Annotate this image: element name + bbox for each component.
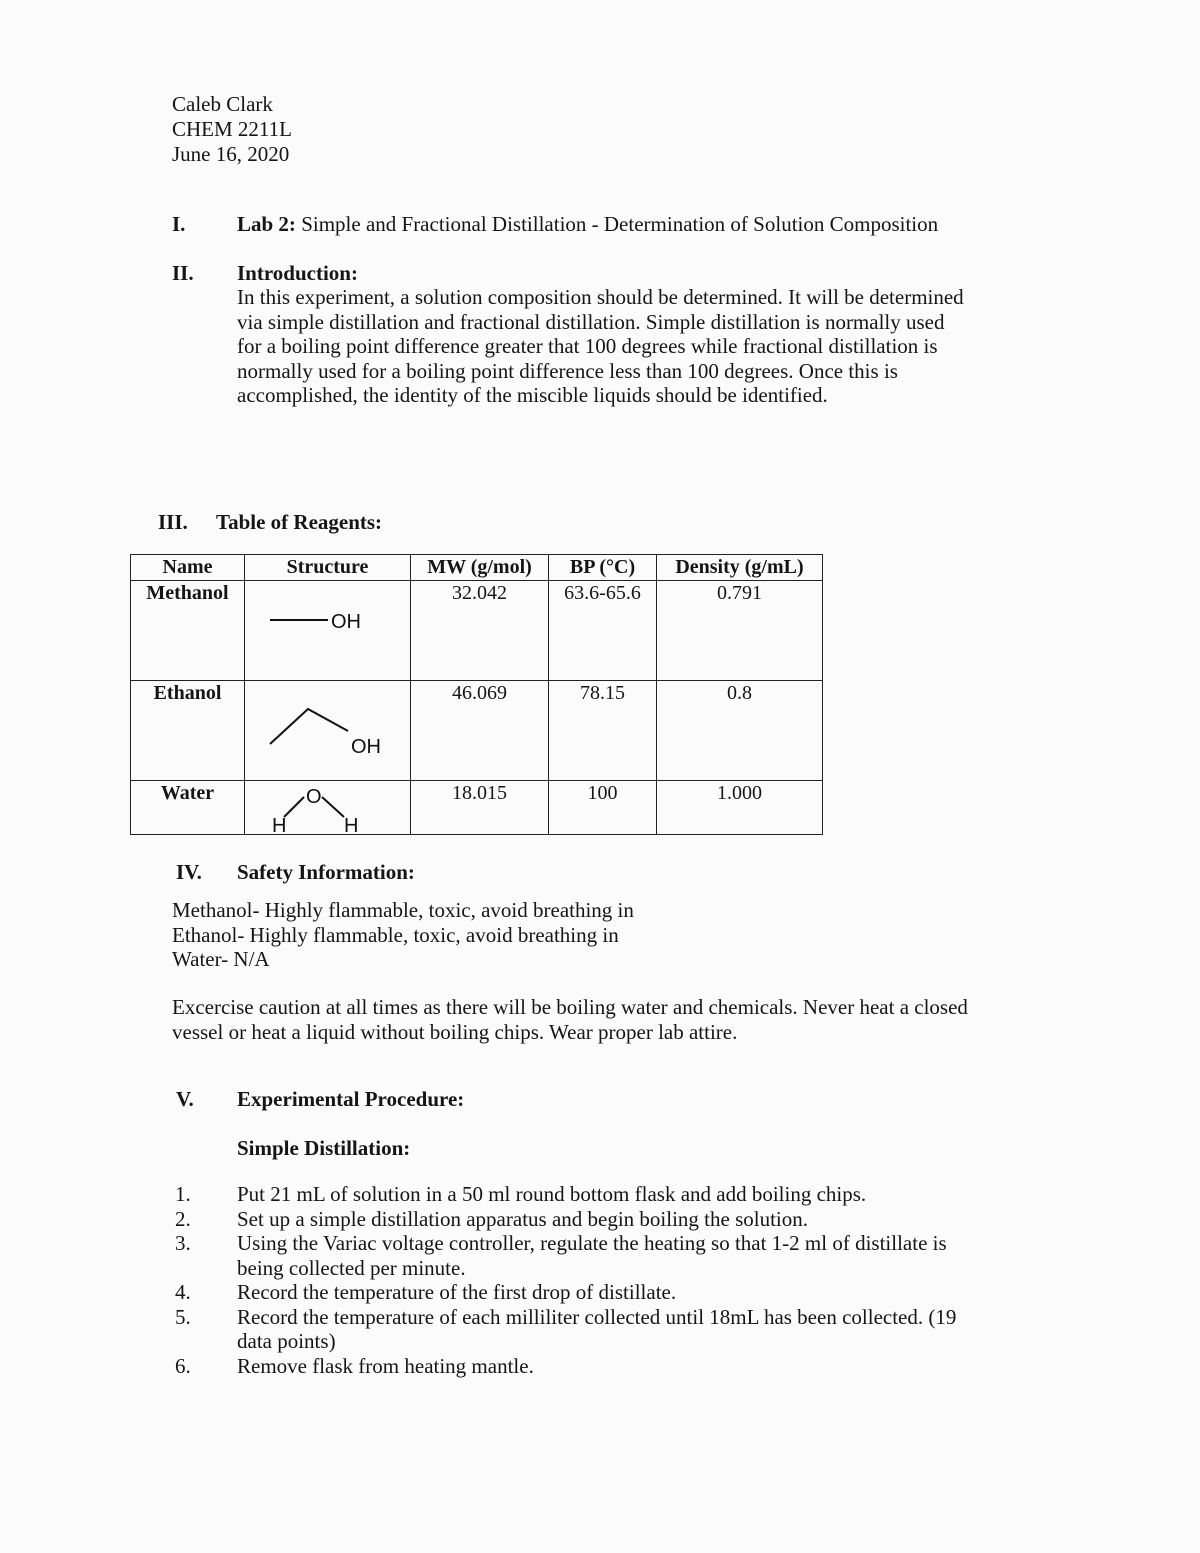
procedure-step bbox=[175, 1206, 997, 1232]
structure-label: OH bbox=[350, 736, 381, 758]
structure-label: OH bbox=[330, 611, 361, 633]
column-header: Name bbox=[131, 555, 245, 581]
reagent-bp: 78.15 bbox=[549, 681, 657, 781]
reagent-name: Water bbox=[131, 781, 245, 835]
section-2-numeral: II. bbox=[172, 261, 194, 285]
step-text: Put 21 mL of solution in a 50 ml round bottom flask and add boiling chips. bbox=[237, 1182, 867, 1206]
methanol-structure bbox=[248, 581, 408, 679]
step-number: 1. bbox=[175, 1182, 191, 1206]
section-3-numeral: III. bbox=[158, 510, 188, 534]
lab-title bbox=[237, 212, 938, 237]
reagent-density: 0.791 bbox=[657, 581, 823, 681]
reagent-structure bbox=[245, 581, 411, 681]
reagent-mw: 18.015 bbox=[411, 781, 549, 835]
column-header: MW (g/mol) bbox=[411, 555, 549, 581]
table-header-row bbox=[131, 555, 823, 581]
procedure-step bbox=[175, 1231, 997, 1280]
reagent-bp: 63.6-65.6 bbox=[549, 581, 657, 681]
introduction-line: accomplished, the identity of the miscible liquids should be identified. bbox=[237, 383, 828, 407]
step-text: Using the Variac voltage controller, regulate the heating so that 1-2 ml of distillate is being collected per minute. bbox=[237, 1231, 947, 1280]
step-number: 2. bbox=[175, 1206, 191, 1231]
procedure-step bbox=[175, 1353, 997, 1379]
reagent-table bbox=[130, 554, 823, 835]
water-structure bbox=[248, 781, 408, 833]
step-number: 6. bbox=[175, 1353, 191, 1378]
safety-caution bbox=[172, 995, 968, 1044]
structure-label: O bbox=[305, 786, 322, 808]
reagent-name: Ethanol bbox=[131, 681, 245, 781]
step-number: 5. bbox=[175, 1304, 191, 1329]
introduction-line: normally used for a boiling point difference less than 100 degrees. Once this is bbox=[237, 358, 898, 383]
step-text: Remove flask from heating mantle. bbox=[237, 1353, 534, 1378]
procedure-step bbox=[175, 1280, 997, 1305]
reagent-structure bbox=[245, 681, 411, 781]
reagent-bp: 100 bbox=[549, 781, 657, 835]
safety-item: Ethanol- Highly flammable, toxic, avoid breathing in bbox=[172, 922, 619, 947]
caution-line: Excercise caution at all times as there will be boiling water and chemicals. Never heat a closed bbox=[172, 995, 968, 1019]
structure-label: H bbox=[271, 815, 286, 833]
table-row bbox=[131, 781, 823, 835]
step-text: Record the temperature of each milliliter collected until 18mL has been collected. (19 data points) bbox=[237, 1304, 957, 1353]
procedure-step bbox=[175, 1182, 997, 1207]
column-header: Structure bbox=[245, 555, 411, 581]
procedure-heading: Experimental Procedure: bbox=[237, 1087, 465, 1111]
step-text: Set up a simple distillation apparatus and begin boiling the solution. bbox=[237, 1206, 809, 1231]
section-4-numeral: IV. bbox=[176, 860, 202, 884]
safety-item: Methanol- Highly flammable, toxic, avoid breathing in bbox=[172, 898, 634, 922]
table-row bbox=[131, 581, 823, 681]
introduction-body bbox=[237, 285, 964, 408]
reagent-density: 1.000 bbox=[657, 781, 823, 835]
lab-title-text: Simple and Fractional Distillation - Determination of Solution Composition bbox=[295, 212, 939, 236]
caution-line: vessel or heat a liquid without boiling chips. Wear proper lab attire. bbox=[172, 1019, 738, 1044]
report-date: June 16, 2020 bbox=[172, 142, 290, 166]
safety-heading: Safety Information: bbox=[237, 860, 415, 884]
column-header: Density (g/mL) bbox=[657, 555, 823, 581]
reagent-density: 0.8 bbox=[657, 681, 823, 781]
course-code: CHEM 2211L bbox=[172, 117, 292, 141]
procedure-steps bbox=[175, 1182, 997, 1378]
reagent-name: Methanol bbox=[131, 581, 245, 681]
step-number: 4. bbox=[175, 1280, 191, 1304]
step-text: Record the temperature of the first drop of distillate. bbox=[237, 1280, 677, 1304]
reagent-mw: 32.042 bbox=[411, 581, 549, 681]
safety-item: Water- N/A bbox=[172, 947, 270, 971]
table-row bbox=[131, 681, 823, 781]
author-name: Caleb Clark bbox=[172, 92, 273, 116]
section-5-numeral: V. bbox=[176, 1087, 194, 1111]
section-1-numeral: I. bbox=[172, 212, 186, 236]
lab-title-label: Lab 2: bbox=[237, 212, 296, 236]
procedure-step bbox=[175, 1304, 997, 1354]
introduction-line: In this experiment, a solution composition should be determined. It will be determined bbox=[237, 285, 964, 309]
reagent-mw: 46.069 bbox=[411, 681, 549, 781]
introduction-line: for a boiling point difference greater that 100 degrees while fractional distillation is bbox=[237, 334, 938, 358]
ethanol-structure bbox=[248, 681, 408, 779]
reagents-heading: Table of Reagents: bbox=[216, 510, 383, 534]
reagent-structure bbox=[245, 781, 411, 835]
introduction-line: via simple distillation and fractional distillation. Simple distillation is normally used bbox=[237, 309, 945, 334]
introduction-heading: Introduction: bbox=[237, 261, 358, 285]
safety-list bbox=[172, 898, 634, 972]
simple-distillation-heading: Simple Distillation: bbox=[237, 1136, 411, 1160]
column-header: BP (°C) bbox=[549, 555, 657, 581]
step-number: 3. bbox=[175, 1231, 191, 1255]
structure-label: H bbox=[343, 815, 358, 833]
